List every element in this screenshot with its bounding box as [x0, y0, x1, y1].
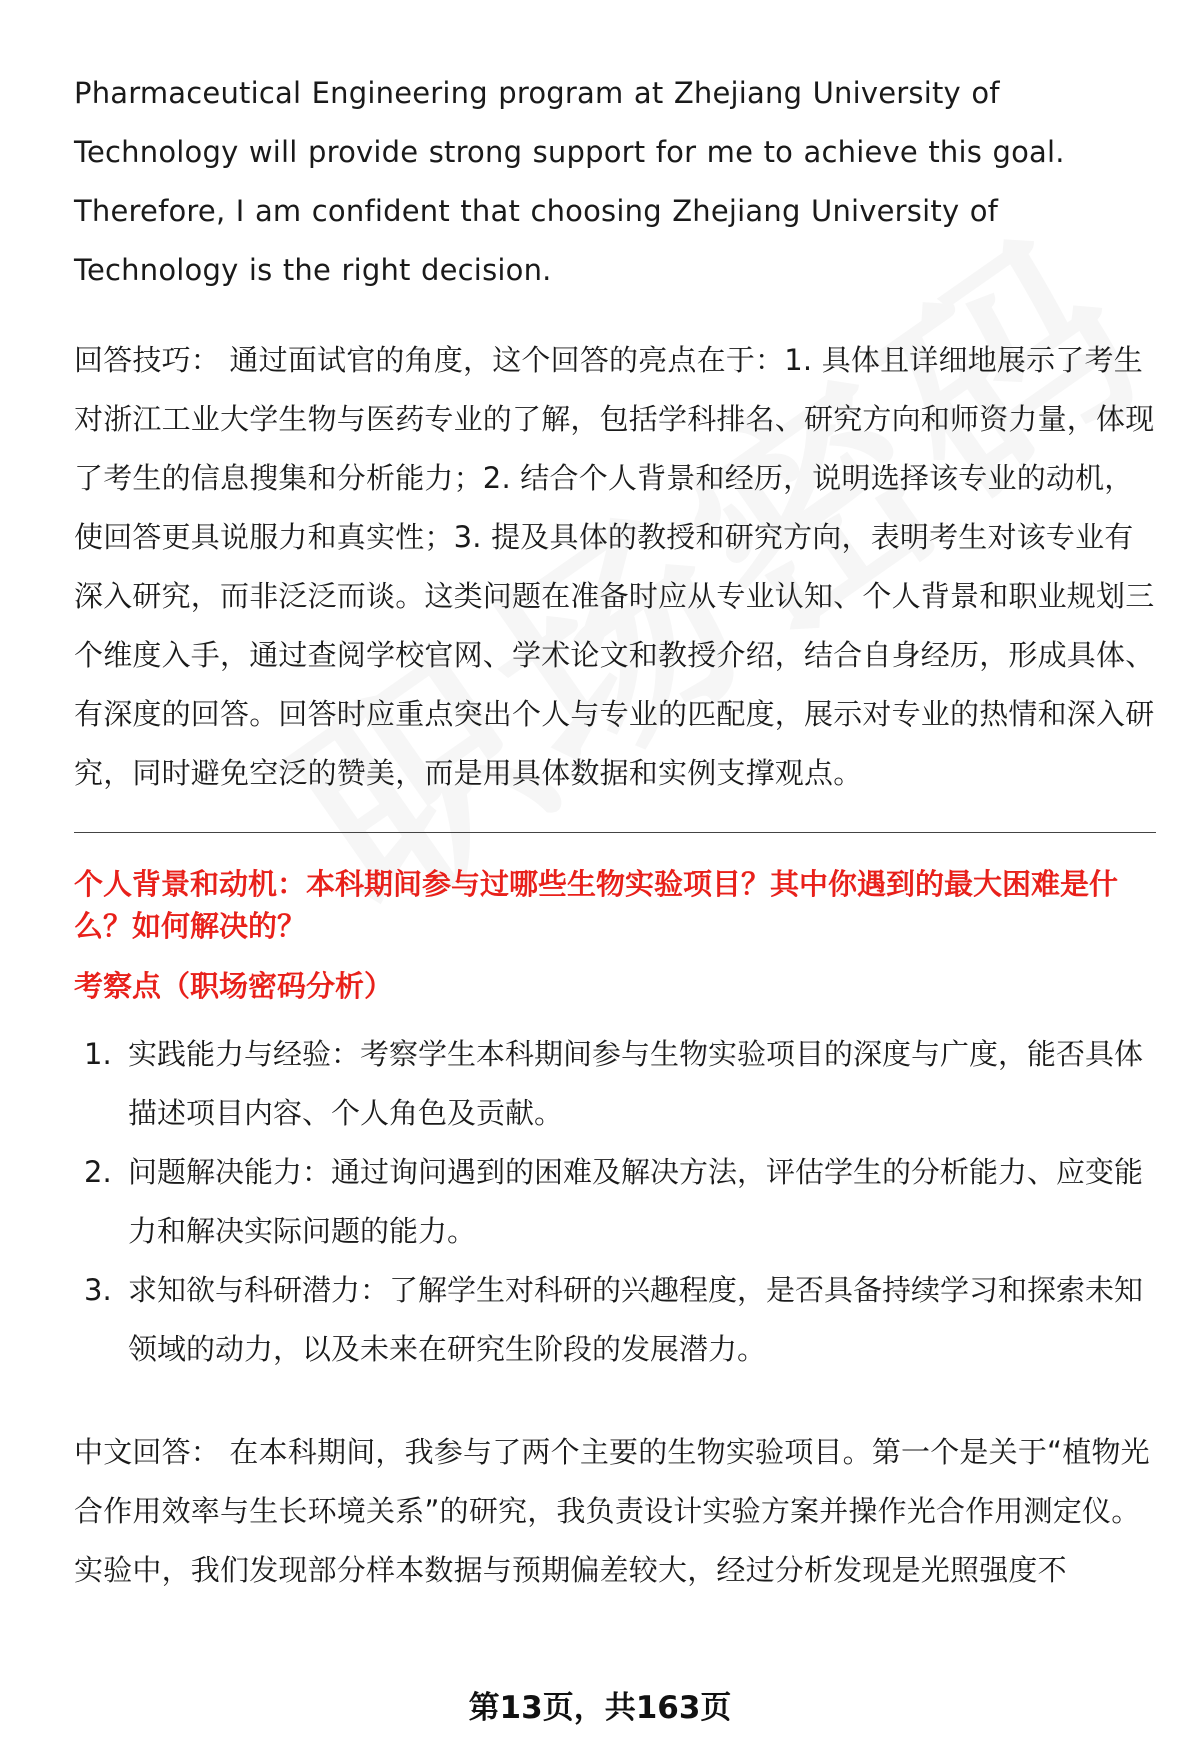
list-item-text: 求知欲与科研潜力：了解学生对科研的兴趣程度，是否具备持续学习和探索未知领域的动力，以及未来在研究生阶段的发展潜力。 — [128, 1273, 1144, 1366]
page-footer: 第13页，共163页 — [468, 1690, 732, 1726]
list-number: 1. — [84, 1037, 112, 1071]
chinese-answer-paragraph: 中文回答： 在本科期间，我参与了两个主要的生物实验项目。第一个是关于“植物光合作用效率与生长环境关系”的研究，我负责设计实验方案并操作光合作用测定仪。实验中，我们发现部分样本数据与预期偏差较大，经过分析发现是光照强度不 — [74, 1435, 1150, 1587]
list-item-text: 实践能力与经验：考察学生本科期间参与生物实验项目的深度与广度，能否具体描述项目内容、个人角色及贡献。 — [128, 1037, 1144, 1130]
list-number: 2. — [84, 1155, 112, 1189]
list-number: 3. — [84, 1273, 112, 1307]
list-item — [74, 1025, 1156, 1143]
analysis-heading: 考察点（职场密码分析） — [74, 969, 394, 1003]
section-divider — [74, 832, 1156, 833]
analysis-list — [74, 1025, 1156, 1379]
intro-paragraph: Pharmaceutical Engineering program at Zhejiang University of Technology will provide strong support for me to achieve this goal. Therefore, I am confident that choosing Zhejiang University of Technology is the right decision. — [74, 76, 1065, 287]
interview-question: 个人背景和动机：本科期间参与过哪些生物实验项目？其中你遇到的最大困难是什么？如何解决的？ — [74, 867, 1119, 943]
list-item — [74, 1143, 1156, 1261]
answer-tip-paragraph: 回答技巧： 通过面试官的角度，这个回答的亮点在于：1. 具体且详细地展示了考生对浙江工业大学生物与医药专业的了解，包括学科排名、研究方向和师资力量，体现了考生的信息搜集和分析能力；2. 结合个人背景和经历，说明选择该专业的动机，使回答更具说服力和真实性；3. 提及具体的教授和研究方向，表明考生对该专业有深入研究，而非泛泛而谈。这类问题在准备时应从专业认知、个人背景和职业规划三个维度入手，通过查阅学校官网、学术论文和教授介绍，结合自身经历，形成具体、有深度的回答。回答时应重点突出个人与专业的匹配度，展示对专业的热情和深入研究，同时避免空泛的赞美，而是用具体数据和实例支撑观点。 — [74, 343, 1155, 790]
document-page — [74, 64, 1156, 1600]
list-item-text: 问题解决能力：通过询问遇到的困难及解决方法，评估学生的分析能力、应变能力和解决实际问题的能力。 — [128, 1155, 1144, 1248]
list-item — [74, 1261, 1156, 1379]
